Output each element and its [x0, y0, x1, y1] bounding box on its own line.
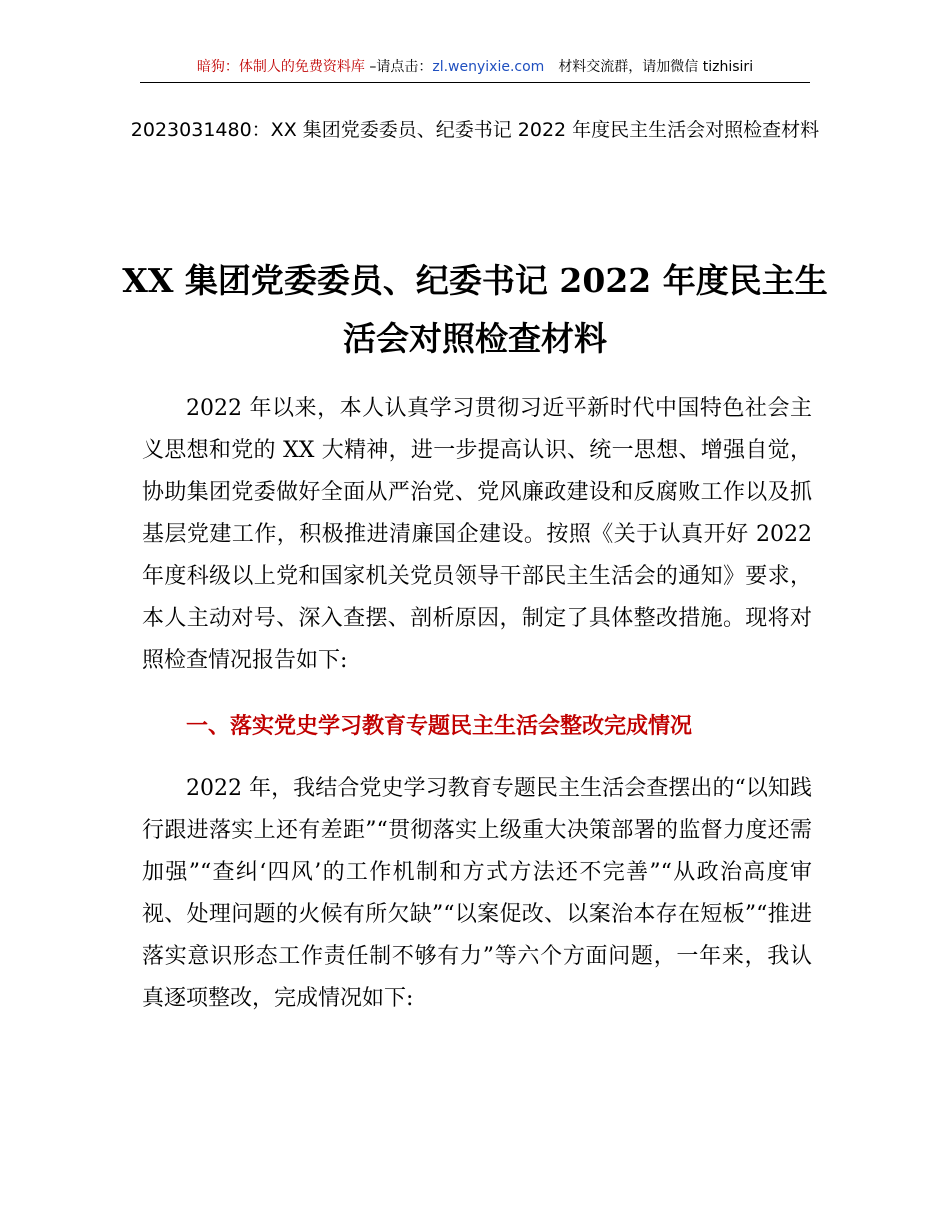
header-prompt-text: –请点击：	[364, 59, 433, 75]
document-code-title: 2023031480：XX 集团党委委员、纪委书记 2022 年度民主生活会对照检查材料	[130, 119, 820, 141]
main-title: XX 集团党委委员、纪委书记 2022 年度民主生活会对照检查材料	[122, 261, 828, 358]
page-header	[140, 56, 810, 83]
header-promo-text: 暗狗：体制人的免费资料库	[196, 59, 365, 75]
section-1-heading: 一、落实党史学习教育专题民主生活会整改完成情况	[186, 714, 693, 739]
intro-paragraph: 2022 年以来，本人认真学习贯彻习近平新时代中国特色社会主义思想和党的 XX 大精神，进一步提高认识、统一思想、增强自觉，协助集团党委做好全面从严治党、党风廉政建设和反腐败工作以及抓基层党建工作，积极推进清廉国企建设。按照《关于认真开好 2022 年度科级以上党和国家机关党员领导干部民主生活会的通知》要求，本人主动对号、深入查摆、剖析原因，制定了具体整改措施。现将对照检查情况报告如下:	[142, 396, 812, 673]
section-1-paragraph: 2022 年，我结合党史学习教育专题民主生活会查摆出的“以知践行跟进落实上还有差距”“贯彻落实上级重大决策部署的监督力度还需加强”“查纠‘四风’的工作机制和方式方法还不完善”“从政治高度审视、处理问题的火候有所欠缺”“以案促改、以案治本存在短板”“推进落实意识形态工作责任制不够有力”等六个方面问题，一年来，我认真逐项整改，完成情况如下:	[142, 776, 812, 1011]
header-contact-text: 材料交流群，请加微信 tizhisiri	[558, 59, 754, 75]
header-website-link[interactable]: zl.wenyixie.com	[432, 59, 545, 75]
